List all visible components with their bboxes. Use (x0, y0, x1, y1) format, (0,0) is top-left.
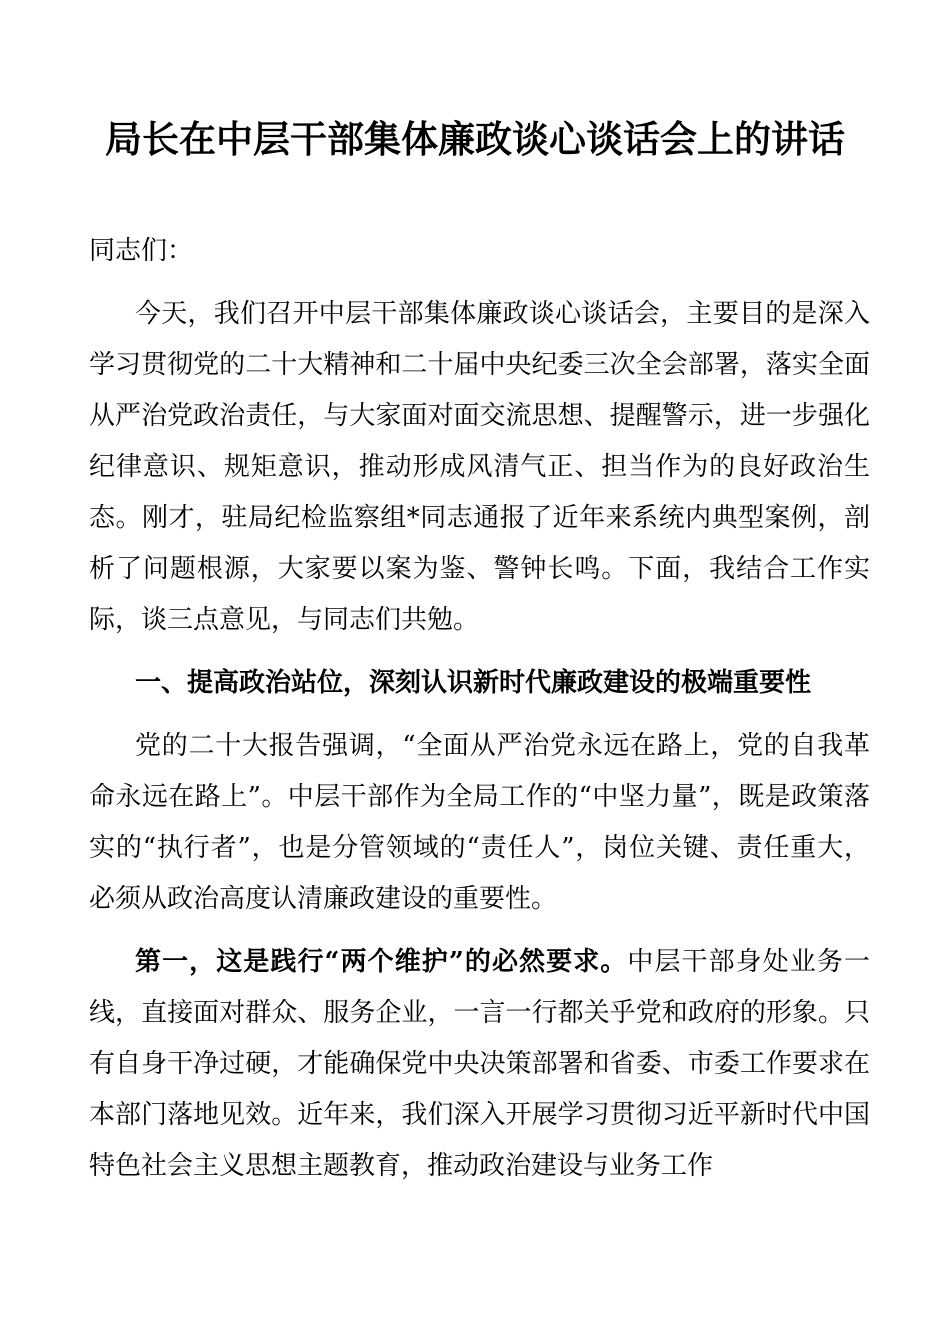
salutation: 同志们： (89, 236, 194, 266)
section-heading-1: 一、提高政治站位，深刻认识新时代廉政建设的极端重要性 (135, 668, 812, 698)
document-body (0, 226, 950, 1192)
document-title: 局长在中层干部集体廉政谈心谈话会上的讲话 (105, 118, 845, 161)
paragraph-section1-body: 党的二十大报告强调，“全面从严治党永远在路上，党的自我革命永远在路上”。中层干部作为全局工作的“中坚力量”，既是政策落实的“执行者”，也是分管领域的“责任人”，岗位关键、责任重大，必须从政治高度认清廉政建设的重要性。 (89, 731, 870, 914)
paragraph-point-1 (89, 937, 870, 1192)
paragraph-point-1-text: 中层干部身处业务一线，直接面对群众、服务企业，一言一行都关乎党和政府的形象。只有自身干净过硬，才能确保党中央决策部署和省委、市委工作要求在本部门落地见效。近年来，我们深入开展学习贯彻习近平新时代中国特色社会主义思想主题教育，推动政治建设与业务工作 (89, 947, 870, 1181)
paragraph-intro: 今天，我们召开中层干部集体廉政谈心谈话会，主要目的是深入学习贯彻党的二十大精神和二十届中央纪委三次全会部署，落实全面从严治党政治责任，与大家面对面交流思想、提醒警示，进一步强化纪律意识、规矩意识，推动形成风清气正、担当作为的良好政治生态。刚才，驻局纪检监察组*同志通报了近年来系统内典型案例，剖析了问题根源，大家要以案为鉴、警钟长鸣。下面，我结合工作实际，谈三点意见，与同志们共勉。 (89, 299, 870, 635)
paragraph-point-1-lead: 第一，这是践行“两个维护”的必然要求。 (135, 947, 628, 977)
